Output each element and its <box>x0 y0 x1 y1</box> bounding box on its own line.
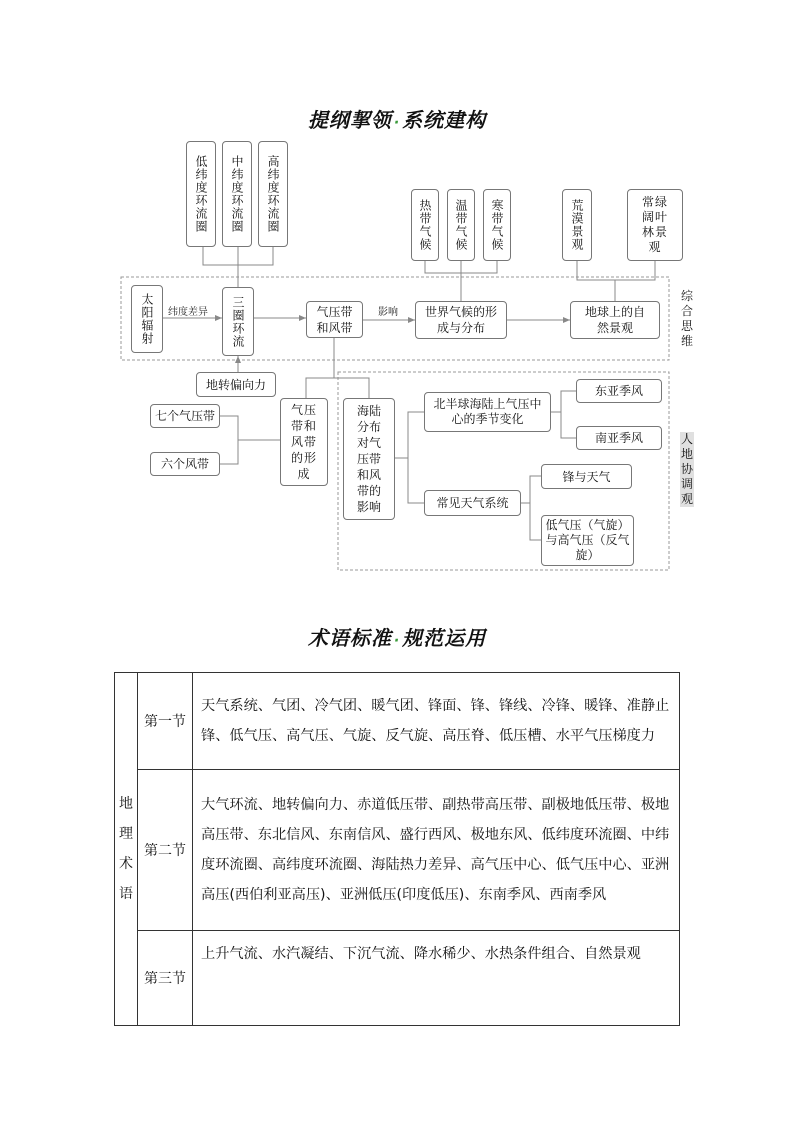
node-low-latitude-cell: 低纬度环流圈 <box>186 141 216 247</box>
node-temperate-climate: 温带气候 <box>447 189 475 261</box>
node-desert-landscape: 荒漠景观 <box>562 189 592 261</box>
node-tropical-climate: 热带气候 <box>411 189 439 261</box>
node-coriolis-force: 地转偏向力 <box>196 372 276 397</box>
side-label-human-land-coordination: 人地协调观 <box>680 432 693 506</box>
side-label-comprehensive-thinking: 综合思维 <box>680 289 693 348</box>
node-evergreen-forest-landscape: 常绿阔叶林景观 <box>627 189 683 261</box>
label-influence: 影响 <box>378 307 398 318</box>
table-content-cell: 上升气流、水汽凝结、下沉气流、降水稀少、水热条件组合、自然景观 <box>193 931 680 1026</box>
table-row <box>115 931 680 1026</box>
table-section-cell: 第一节 <box>138 673 193 770</box>
node-frigid-climate: 寒带气候 <box>483 189 511 261</box>
node-pressure-wind-belts: 气压带和风带 <box>306 301 363 338</box>
title-separator: · <box>393 115 401 131</box>
node-mid-latitude-cell: 中纬度环流圈 <box>222 141 252 247</box>
node-cyclone-anticyclone: 低气压（气旋）与高气压（反气旋） <box>541 515 634 566</box>
node-solar-radiation: 太阳辐射 <box>131 285 163 353</box>
table-row <box>115 673 680 770</box>
node-nh-pressure-centers: 北半球海陆上气压中心的季节变化 <box>424 392 551 432</box>
node-front-weather: 锋与天气 <box>541 464 632 489</box>
table-section-cell: 第二节 <box>138 770 193 931</box>
section-title-terms: 术语标准 · 规范运用 <box>307 626 487 650</box>
table-category-cell: 地理术语 <box>115 673 138 1026</box>
table-section-cell: 第三节 <box>138 931 193 1026</box>
section-title-outline: 提纲挈领 · 系统建构 <box>307 108 487 132</box>
node-south-asian-monsoon: 南亚季风 <box>576 426 662 450</box>
table-content-cell: 大气环流、地转偏向力、赤道低压带、副热带高压带、副极地低压带、极地高压带、东北信风、东南信风、盛行西风、极地东风、低纬度环流圈、中纬度环流圈、高纬度环流圈、海陆热力差异、高气压中心、低气压中心、亚洲高压(西伯利亚高压)、亚洲低压(印度低压)、东南季风、西南季风 <box>193 770 680 931</box>
node-east-asian-monsoon: 东亚季风 <box>576 379 662 403</box>
title-separator: · <box>393 633 401 649</box>
node-natural-landscape: 地球上的自然景观 <box>570 301 660 339</box>
node-belt-formation: 气压带和风带的形成 <box>280 398 328 486</box>
node-three-cell-circulation: 三圈环流 <box>222 287 254 356</box>
node-common-weather-systems: 常见天气系统 <box>424 490 521 516</box>
node-high-latitude-cell: 高纬度环流圈 <box>258 141 288 247</box>
node-world-climate: 世界气候的形成与分布 <box>415 301 507 339</box>
table-row <box>115 770 680 931</box>
label-latitude-difference: 纬度差异 <box>168 307 208 318</box>
terms-table <box>114 672 680 1026</box>
node-six-wind-belts: 六个风带 <box>150 452 220 476</box>
node-land-sea-influence: 海陆分布对气压带和风带的影响 <box>343 398 395 520</box>
node-seven-pressure-belts: 七个气压带 <box>150 404 220 428</box>
table-content-cell: 天气系统、气团、冷气团、暖气团、锋面、锋、锋线、冷锋、暖锋、准静止锋、低气压、高气压、气旋、反气旋、高压脊、低压槽、水平气压梯度力 <box>193 673 680 770</box>
